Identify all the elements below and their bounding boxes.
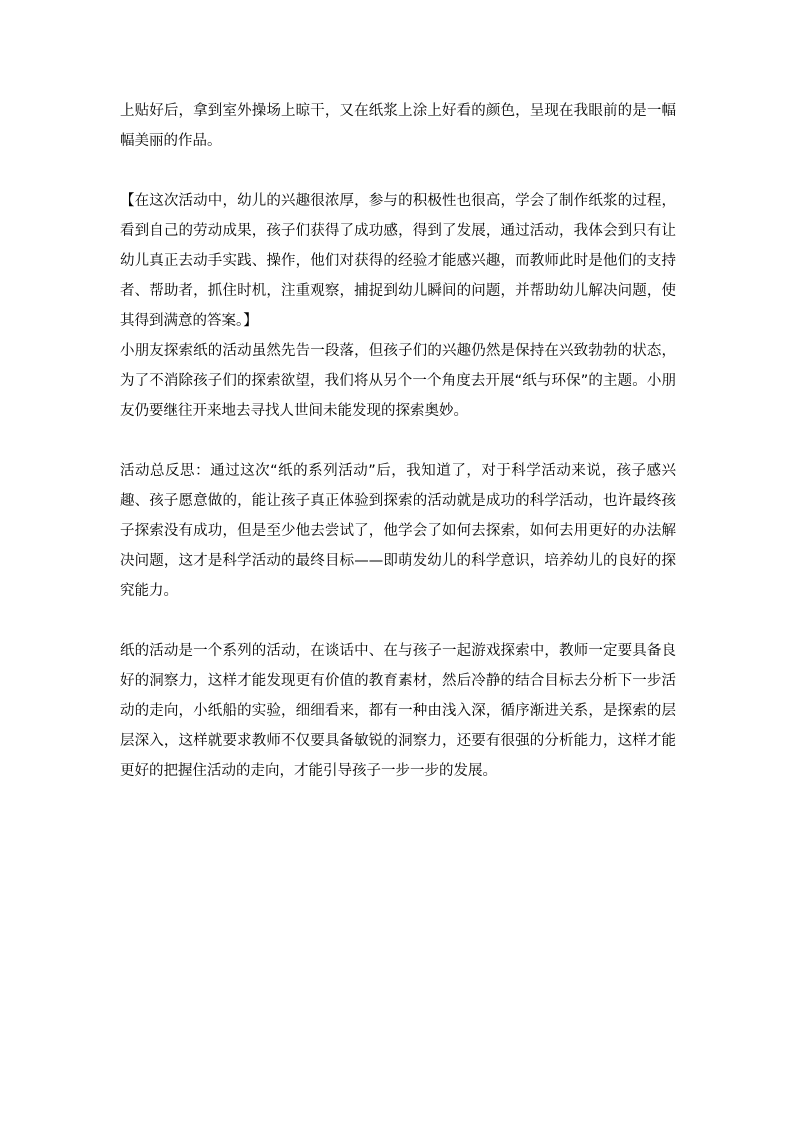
paragraph-activity-reflection: 【在这次活动中，幼儿的兴趣很浓厚，参与的积极性也很高，学会了制作纸浆的过程，看到自己的劳动成果，孩子们获得了成功感，得到了发展，通过活动，我体会到只有让幼儿真正去动手实践、操作，他们对获得的经验才能感兴趣，而教师此时是他们的支持者、帮助者，抓住时机，注重观察，捕捉到幼儿瞬间的问题，并帮助幼儿解决问题，使其得到满意的答案。】 [120,193,676,329]
paragraph-continuation: 上贴好后，拿到室外操场上晾干，又在纸浆上涂上好看的颜色，呈现在我眼前的是一幅幅美丽的作品。 [120,103,676,149]
paragraph-gap [120,156,676,186]
paragraph-gap [120,606,676,636]
paragraph-gap [120,426,676,456]
paragraph-summary-reflection: 活动总反思：通过这次“纸的系列活动”后，我知道了，对于科学活动来说，孩子感兴趣、孩子愿意做的，能让孩子真正体验到探索的活动就是成功的科学活动，也许最终孩子探索没有成功，但是至少他去尝试了，他学会了如何去探索，如何去用更好的办法解决问题，这才是科学活动的最终目标——即萌发幼儿的科学意识，培养幼儿的良好的探究能力。 [120,463,676,599]
paragraph-conclusion: 纸的活动是一个系列的活动，在谈话中、在与孩子一起游戏探索中，教师一定要具备良好的洞察力，这样才能发现更有价值的教育素材，然后冷静的结合目标去分析下一步活动的走向，小纸船的实验，细细看来，都有一种由浅入深，循序渐进关系，是探索的层层深入，这样就要求教师不仅要具备敏锐的洞察力，还要有很强的分析能力，这样才能更好的把握住活动的走向，才能引导孩子一步一步的发展。 [120,643,676,779]
paragraph-next-theme: 小朋友探索纸的活动虽然先告一段落，但孩子们的兴趣仍然是保持在兴致勃勃的状态，为了不消除孩子们的探索欲望，我们将从另个一个角度去开展“纸与环保”的主题。小朋友仍要继往开来地去寻找人世间未能发现的探索奥妙。 [120,343,676,419]
document-body [120,96,676,786]
